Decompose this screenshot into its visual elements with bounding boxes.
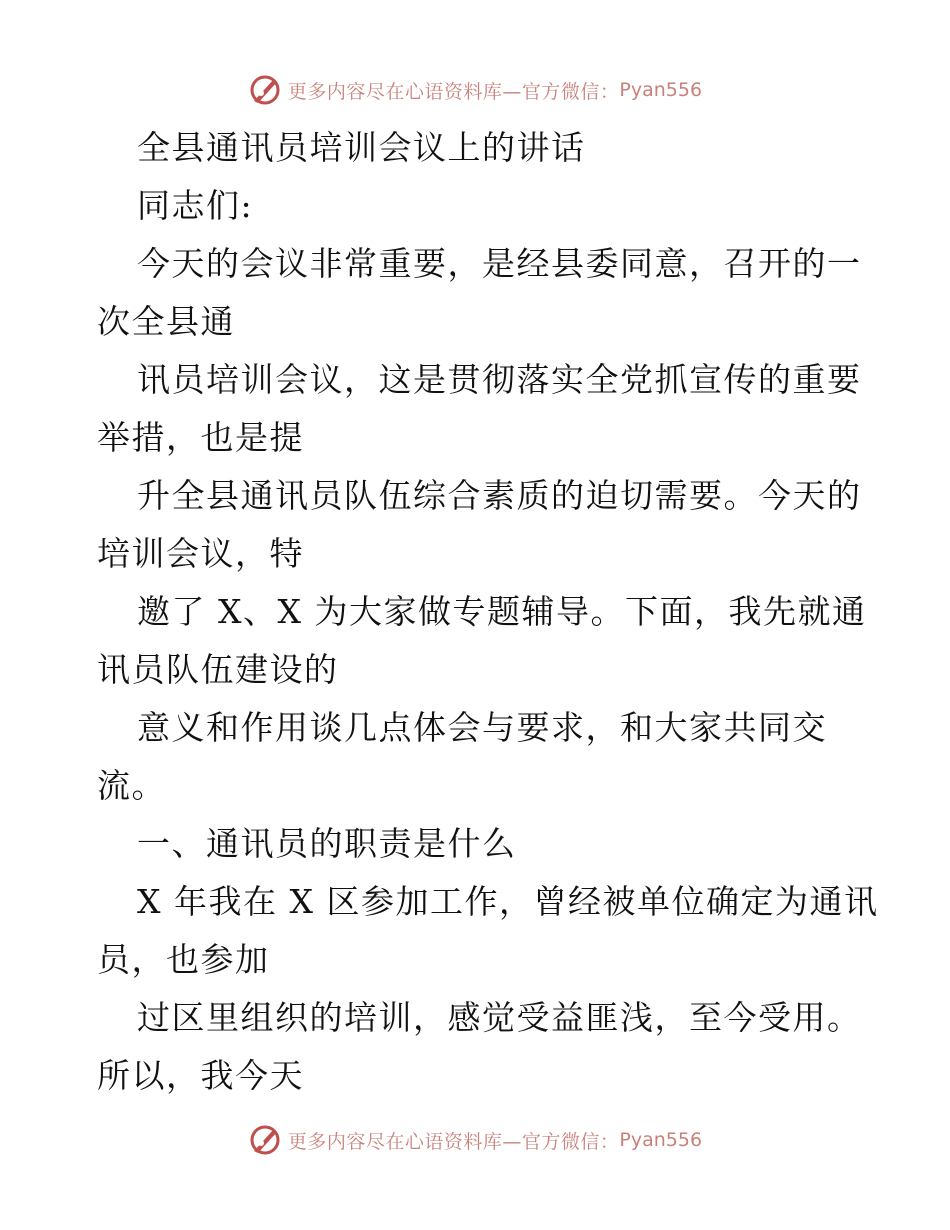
paragraph-line: 今天的会议非常重要，是经县委同意，召开的一 <box>137 244 862 283</box>
watermark-text: 更多内容尽在心语资料库—官方微信： <box>287 80 620 103</box>
watermark-text: 更多内容尽在心语资料库—官方微信： <box>287 1130 620 1153</box>
paragraph-line: 讯员队伍建设的 <box>97 650 339 689</box>
paragraph-line: 过区里组织的培训，感觉受益匪浅，至今受用。 <box>137 998 862 1037</box>
watermark-header <box>0 70 950 110</box>
paragraph-line: 培训会议，特 <box>97 534 304 573</box>
paragraph-line: 邀了 X、X 为大家做专题辅导。下面，我先就通 <box>137 592 867 631</box>
salutation: 同志们: <box>137 186 254 225</box>
paragraph-line: 所以，我今天 <box>97 1056 304 1095</box>
paragraph-line: 意义和作用谈几点体会与要求，和大家共同交 <box>137 708 827 747</box>
paragraph-line: 员，也参加 <box>97 940 270 979</box>
paragraph-line: 次全县通 <box>97 302 235 341</box>
paragraph-line: 举措，也是提 <box>97 418 304 457</box>
paragraph-line: 讯员培训会议，这是贯彻落实全党抓宣传的重要 <box>137 360 862 399</box>
quill-seal-icon <box>248 73 282 107</box>
document-title: 全县通讯员培训会议上的讲话 <box>137 128 586 167</box>
paragraph-line: X 年我在 X 区参加工作，曾经被单位确定为通讯 <box>137 882 879 921</box>
watermark-wechat-id: Pyan556 <box>619 1129 703 1151</box>
paragraph-line: 升全县通讯员队伍综合素质的迫切需要。今天的 <box>137 476 862 515</box>
quill-seal-icon <box>248 1123 282 1157</box>
watermark-wechat-id: Pyan556 <box>619 79 703 101</box>
paragraph-line: 流。 <box>97 766 166 805</box>
section-heading: 一、通讯员的职责是什么 <box>137 824 517 863</box>
watermark-footer <box>0 1120 950 1160</box>
